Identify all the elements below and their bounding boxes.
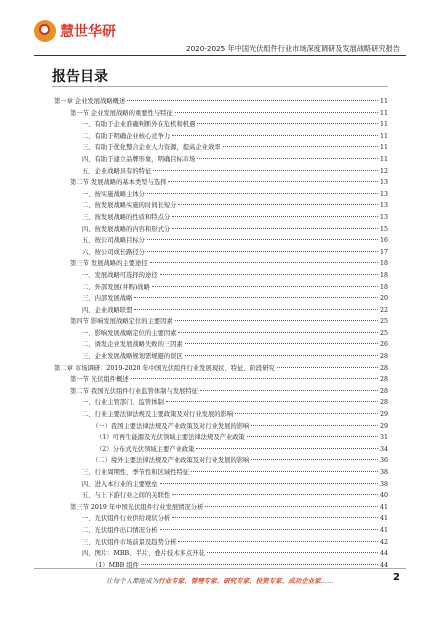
toc-entry-page: 31	[379, 434, 388, 442]
toc-entry-page: 38	[379, 480, 388, 488]
toc-entry[interactable]	[54, 444, 388, 456]
toc-leader-dots	[191, 471, 378, 472]
toc-leader-dots	[134, 297, 378, 298]
toc-leader-dots	[277, 367, 378, 368]
toc-entry-title: 第二节 发展战略的基本类型与选择	[70, 179, 167, 187]
toc-leader-dots	[235, 413, 378, 414]
toc-leader-dots	[223, 146, 378, 147]
toc-entry-page: 34	[379, 445, 388, 453]
toc-leader-dots	[160, 529, 378, 530]
toc-leader-dots	[166, 401, 378, 402]
toc-entry-title: 二、行业主要法律法规及主要政策及对行业发展的影响	[82, 411, 234, 419]
toc-entry[interactable]	[54, 166, 388, 178]
toc-entry-title: 六、按公司成长路径分	[82, 248, 145, 256]
toc-leader-dots	[207, 552, 378, 553]
toc-entry-title: （二）境外主要法律法规及产业政策及对行业发展的影响	[92, 457, 250, 465]
toc-leader-dots	[141, 564, 378, 565]
toc-entry[interactable]	[54, 108, 388, 120]
toc-entry-page: 18	[379, 271, 388, 279]
toc-entry-page: 18	[379, 283, 388, 291]
toc-leader-dots	[178, 541, 378, 542]
toc-entry-title: 第四节 影响发展战略定位的主要因素	[70, 318, 173, 326]
toc-entry[interactable]	[54, 142, 388, 154]
heading-divider	[52, 86, 388, 87]
toc-entry[interactable]	[54, 339, 388, 351]
toc-entry-title: 三、企业发展战略规划需规避的误区	[82, 353, 183, 361]
toc-entry-page: 11	[379, 144, 388, 152]
toc-entry-page: 13	[379, 202, 388, 210]
toc-entry-page: 38	[379, 469, 388, 476]
toc-entry[interactable]	[54, 235, 388, 247]
toc-entry-title: 四、图片：MBB、半片、叠片技术多点开花	[82, 550, 205, 558]
toc-entry-title: 第三节 2019 年中国光伏组件行业发展情况分析	[70, 503, 204, 511]
toc-entry-title: 二、有助于明确企业核心竞争力	[82, 132, 171, 140]
toc-entry-page: 11	[379, 155, 388, 163]
toc-leader-dots	[205, 506, 378, 507]
toc-entry[interactable]	[54, 293, 388, 305]
toc-entry-title: 第二节 我国光伏组件行业监管体制与发展特征	[70, 387, 198, 395]
toc-entry-page: 41	[379, 515, 388, 523]
toc-leader-dots	[153, 170, 378, 171]
toc-entry[interactable]	[54, 479, 388, 491]
toc-entry[interactable]	[54, 247, 388, 259]
toc-entry-title: 第一节 企业发展战略的重要性与特征	[70, 109, 173, 117]
toc-entry-page: 13	[379, 213, 388, 221]
toc-leader-dots	[178, 204, 378, 205]
toc-entry-title: 二、诱发企业发展战略失败的三因素	[82, 341, 183, 349]
toc-entry-page: 28	[379, 353, 388, 361]
toc-leader-dots	[147, 251, 378, 252]
toc-leader-dots	[197, 158, 378, 159]
toc-entry-title: 四、进入本行业的主要壁垒	[82, 480, 158, 488]
toc-entry[interactable]	[54, 200, 388, 212]
footer-prefix: 让每个人都能成为	[106, 576, 159, 585]
toc-entry[interactable]	[54, 490, 388, 502]
toc-entry-title: 五、按公司战略目标分	[82, 237, 145, 245]
toc-entry-page: 28	[379, 399, 388, 407]
toc-entry-page: 15	[379, 225, 388, 233]
toc-entry-page: 40	[379, 492, 388, 500]
page-footer	[34, 568, 406, 591]
toc-entry[interactable]	[54, 270, 388, 282]
toc-entry-title: 一、光伏组件行业供给现状分析	[82, 515, 171, 523]
toc-entry-title: 四、企业战略联盟	[82, 306, 133, 314]
brand-logo	[34, 18, 116, 44]
toc-leader-dots	[251, 459, 378, 460]
toc-entry-page: 11	[379, 121, 388, 129]
footer-separator: 、	[216, 576, 224, 585]
toc-entry[interactable]	[54, 189, 388, 201]
toc-entry[interactable]	[54, 328, 388, 340]
toc-leader-dots	[131, 378, 378, 379]
toc-entry[interactable]	[54, 386, 388, 398]
toc-entry-page: 20	[379, 295, 388, 303]
toc-entry-page: 29	[379, 411, 388, 419]
toc-entry-page: 11	[379, 98, 388, 105]
toc-leader-dots	[147, 239, 378, 240]
footer-separator: 、	[281, 576, 289, 585]
toc-entry-page: 11	[379, 109, 388, 117]
toc-leader-dots	[150, 262, 378, 263]
toc-entry-title: 二、外部发展(并购)战略	[82, 283, 150, 291]
toc-entry-title: 四、按发展战略的内容和形式分	[82, 225, 171, 233]
toc-entry-page: 25	[379, 318, 388, 326]
toc-leader-dots	[200, 390, 378, 391]
footer-slogan	[106, 576, 334, 585]
toc-entry-page: 41	[379, 526, 388, 534]
toc-entry[interactable]	[54, 374, 388, 386]
toc-entry-page: 44	[379, 550, 388, 558]
toc-entry-page: 41	[379, 503, 388, 511]
toc-leader-dots	[172, 494, 378, 495]
toc-leader-dots	[175, 112, 378, 113]
toc-entry[interactable]	[54, 305, 388, 317]
toc-entry-title: 三、光伏组件市场前景及趋势分析	[82, 538, 177, 546]
toc-entry[interactable]	[54, 282, 388, 294]
toc-leader-dots	[160, 274, 378, 275]
toc-entry-title: （一）我国主要法律法规及产业政策及对行业发展的影响	[92, 422, 250, 430]
toc-entry[interactable]	[54, 548, 388, 560]
toc-entry-page: 22	[379, 306, 388, 314]
toc-entry-title: 第三节 发展战略的主要途径	[70, 260, 148, 268]
toc-leader-dots	[172, 135, 378, 136]
toc-leader-dots	[185, 343, 378, 344]
toc-entry[interactable]	[54, 467, 388, 479]
toc-entry[interactable]	[54, 154, 388, 166]
toc-entry-page: 16	[379, 237, 388, 245]
toc-entry[interactable]	[54, 525, 388, 537]
toc-leader-dots	[196, 448, 378, 449]
toc-entry-title: 第二章 市场调研：2019-2020 年中国光伏组件行业发展现状、特征、阶段研究	[54, 364, 275, 372]
toc-entry-page: 28	[379, 364, 388, 372]
toc-entry[interactable]	[54, 363, 388, 375]
toc-entry-page: 28	[379, 387, 388, 395]
toc-entry-page: 42	[379, 538, 388, 546]
toc-entry-title: 一、发展战略可选择的途径	[82, 271, 158, 279]
toc-entry-page: 25	[379, 329, 388, 337]
toc-entry[interactable]	[54, 455, 388, 467]
toc-entry-page: 13	[379, 190, 388, 198]
toc-entry-title: 三、内部发展战略	[82, 295, 133, 303]
logo-text: 慧世华研	[60, 24, 116, 40]
toc-entry-title: 三、行业周期性、季节性和区域性特征	[82, 469, 190, 476]
toc-entry[interactable]	[54, 177, 388, 189]
toc-entry[interactable]	[54, 397, 388, 409]
footer-highlight: 投资专家	[255, 576, 282, 585]
toc-entry-title: 一、按实施战略主体分	[82, 190, 145, 198]
footer-separator: 、	[184, 576, 191, 585]
toc-leader-dots	[160, 483, 378, 484]
toc-entry[interactable]	[54, 224, 388, 236]
toc-entry[interactable]	[54, 131, 388, 143]
toc-leader-dots	[172, 228, 378, 229]
logo-mark-icon	[34, 20, 56, 42]
toc-leader-dots	[152, 286, 378, 287]
toc-entry-title: 五、企业战略具有的特征	[82, 167, 152, 175]
toc-entry[interactable]	[54, 96, 388, 108]
toc-entry-title: 二、光伏组件出口情况分析	[82, 526, 158, 534]
toc-entry-title: 三、按发展战略的性质和特点分	[82, 213, 171, 221]
toc-leader-dots	[175, 320, 378, 321]
toc-entry-title: （1）MBB 组件	[92, 561, 139, 569]
page-heading: 报告目录	[52, 69, 108, 85]
footer-highlight: 成功企业家	[288, 576, 321, 585]
toc-entry-page: 26	[379, 341, 388, 349]
toc-entry-page: 18	[379, 260, 388, 268]
toc-entry-title: （2）分布式光伏领域主要产业政策	[96, 445, 195, 453]
toc-leader-dots	[185, 355, 378, 356]
toc-entry-title: 一、有助于企业准确判断外在危机和机遇	[82, 121, 196, 129]
toc-entry[interactable]	[54, 409, 388, 421]
toc-entry-title: 一、影响发展战略定位的主要因素	[82, 329, 177, 337]
toc-entry-title: 五、与上下游行业之间的关联性	[82, 492, 171, 500]
toc-entry-title: 二、按发展战略实施的时间长短分	[82, 202, 177, 210]
footer-highlight: 研究专家	[223, 576, 250, 585]
toc-entry[interactable]	[54, 513, 388, 525]
footer-highlight: 管理专家	[190, 576, 217, 585]
toc-leader-dots	[127, 100, 378, 101]
toc-entry[interactable]	[54, 258, 388, 270]
toc-entry[interactable]	[54, 421, 388, 433]
footer-highlight: 行业专家	[158, 576, 185, 585]
toc-leader-dots	[147, 193, 378, 194]
toc-leader-dots	[247, 436, 378, 437]
toc-leader-dots	[197, 123, 378, 124]
toc-entry[interactable]	[54, 432, 388, 444]
toc-entry-title: 三、有助于优化整合企业人力资源，提高企业效率	[82, 144, 221, 152]
toc-entry[interactable]	[54, 119, 388, 131]
report-title: 2020-2025 年中国光伏组件行业市场深度调研及发展战略研究报告	[186, 44, 400, 53]
toc-entry-title: 第一节 光伏组件概述	[70, 376, 129, 384]
footer-suffix: ……	[320, 576, 334, 585]
toc-leader-dots	[251, 425, 378, 426]
toc-entry-page: 44	[379, 561, 388, 569]
toc-entry-title: 一、行业主管部门、监管体制	[82, 399, 164, 407]
toc-entry-page: 11	[379, 132, 388, 140]
toc-entry-page: 17	[379, 248, 388, 256]
page-header	[0, 0, 440, 62]
toc-entry-title: （1）可再生能源及光伏领域主要法律法规及产业政策	[96, 434, 245, 442]
toc-leader-dots	[172, 216, 378, 217]
header-divider	[34, 55, 406, 56]
toc-entry-page: 36	[379, 457, 388, 465]
toc-entry-title: 四、有助于建立品牌形象，明确目标市场	[82, 155, 196, 163]
toc-entry[interactable]	[54, 212, 388, 224]
toc-entry-page: 29	[379, 422, 388, 430]
toc-leader-dots	[168, 181, 378, 182]
toc-entry[interactable]	[54, 351, 388, 363]
toc-entry-page: 28	[379, 376, 388, 384]
toc-entry[interactable]	[54, 316, 388, 328]
toc-entry-title: 第一章 企业发展战略概述	[54, 98, 126, 105]
footer-separator: 、	[249, 576, 256, 585]
toc-entry[interactable]	[54, 537, 388, 549]
table-of-contents	[54, 96, 388, 571]
toc-leader-dots	[178, 332, 378, 333]
toc-leader-dots	[172, 517, 378, 518]
toc-leader-dots	[134, 309, 378, 310]
toc-entry[interactable]	[54, 502, 388, 514]
toc-entry-page: 12	[379, 167, 388, 175]
toc-entry-page: 13	[379, 179, 388, 187]
page-number: 2	[393, 572, 400, 583]
